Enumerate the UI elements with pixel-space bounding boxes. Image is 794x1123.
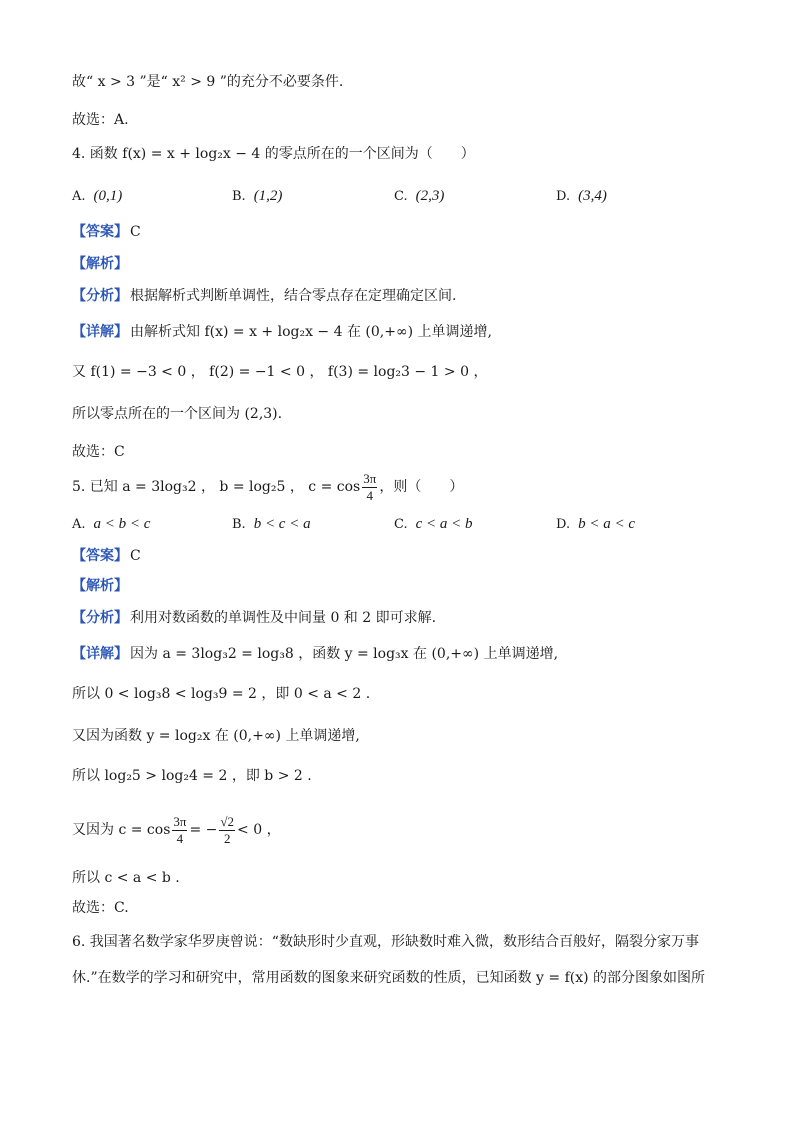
q5-choose: 故选：C. [72,900,129,916]
question-6-line-1: 6. 我国著名数学家华罗庚曾说：“数缺形时少直观，形缺数时难入微，数形结合百般好，隔裂分家万事 [72,934,699,950]
q4-choose: 故选：C [72,444,125,460]
q5-fraction-num: 3π [363,470,377,486]
q5-l5-post: < 0 ， [237,822,281,838]
q5-l5-fraction-1 [172,814,187,847]
q5-l5-fraction-2-num: √2 [220,813,235,829]
q5-option-b [232,514,311,535]
q5-option-c [394,514,473,535]
answer-value: C [130,548,141,564]
choose-line-prev: 故选：A. [72,112,129,128]
q5-l5-fraction-2 [219,814,235,847]
q5-option-c-letter: C. [394,517,408,532]
q4-solution-line-3: 所以零点所在的一个区间为 (2,3). [72,406,283,422]
answer-tag: 【答案】 [72,548,128,564]
question-4-stem: 4. 函数 f(x) = x + log₂x − 4 的零点所在的一个区间为（ ） [72,146,475,162]
q4-option-d-letter: D. [556,189,571,204]
q4-jiexi [72,254,130,274]
q4-option-a-letter: A. [72,189,86,204]
q5-option-a-letter: A. [72,517,86,532]
xiangjie-text: 因为 a = 3log₃2 = log₃8 ，函数 y = log₃x 在 (0,+∞) 上单调递增, [130,646,559,662]
q5-fraction [362,471,377,504]
q5-option-d-letter: D. [556,517,571,532]
jiexi-tag: 【解析】 [72,578,128,594]
q5-l5-pre: 又因为 c = cos [72,822,171,838]
q5-stem-pre: 5. 已知 a = 3log₃2 ， b = log₂5 ， c = cos [72,479,361,495]
q5-option-d-value: b < a < c [578,516,635,532]
q5-solution-line-6: 所以 c < a < b . [72,870,180,886]
q4-xiangjie [72,322,492,342]
q4-option-b-value: (1,2) [253,188,283,204]
q5-option-b-letter: B. [232,517,246,532]
q5-xiangjie [72,644,558,664]
q4-option-a [72,186,122,207]
fenxi-text: 利用对数函数的单调性及中间量 0 和 2 即可求解. [130,610,437,626]
q5-option-d [556,514,635,535]
q4-option-c-value: (2,3) [415,188,445,204]
q5-option-a [72,514,150,535]
q5-l5-fraction-1-num: 3π [173,813,187,829]
q5-stem-post: ，则（ ） [379,479,464,495]
q5-solution-line-4: 所以 log₂5 > log₂4 = 2 ，即 b > 2 . [72,768,312,784]
q4-option-d [556,186,607,207]
fenxi-tag: 【分析】 [72,610,128,626]
q4-option-b [232,186,282,207]
text-line-1: 故“ x > 3 ”是“ x² > 9 ”的充分不必要条件. [72,74,344,90]
q5-option-c-value: c < a < b [415,516,473,532]
q5-solution-line-3: 又因为函数 y = log₂x 在 (0,+∞) 上单调递增, [72,728,360,744]
fenxi-text: 根据解析式判断单调性，结合零点存在定理确定区间. [130,288,457,304]
q4-option-c [394,186,444,207]
q5-l5-fraction-1-den: 4 [176,830,184,846]
q5-jiexi [72,576,130,596]
q5-option-b-value: b < c < a [253,516,311,532]
answer-value: C [130,224,141,240]
fenxi-tag: 【分析】 [72,288,128,304]
question-6-line-2: 休.”在数学的学习和研究中，常用函数的图象来研究函数的性质，已知函数 y = f(x) 的部分图象如图所 [72,970,706,986]
q5-solution-line-5 [72,812,281,848]
q4-option-b-letter: B. [232,189,246,204]
q4-fenxi [72,286,456,306]
answer-tag: 【答案】 [72,224,128,240]
xiangjie-tag: 【详解】 [72,324,128,340]
q4-option-d-value: (3,4) [578,188,607,204]
q5-fraction-den: 4 [366,487,374,503]
q4-option-c-letter: C. [394,189,408,204]
xiangjie-tag: 【详解】 [72,646,128,662]
q5-solution-line-2: 所以 0 < log₃8 < log₃9 = 2 ，即 0 < a < 2 . [72,686,371,702]
xiangjie-text: 由解析式知 f(x) = x + log₂x − 4 在 (0,+∞) 上单调递增, [130,324,492,340]
q4-answer [72,222,141,242]
q5-answer [72,546,141,566]
q5-l5-fraction-2-den: 2 [223,830,231,846]
q5-fenxi [72,608,436,628]
q5-option-a-value: a < b < c [93,516,151,532]
question-5-stem [72,470,463,504]
jiexi-tag: 【解析】 [72,256,128,272]
q5-l5-mid: = − [189,822,218,838]
q4-solution-line-2: 又 f(1) = −3 < 0 ， f(2) = −1 < 0 ， f(3) = log₂3 − 1 > 0 ， [72,364,488,380]
q4-option-a-value: (0,1) [93,188,123,204]
